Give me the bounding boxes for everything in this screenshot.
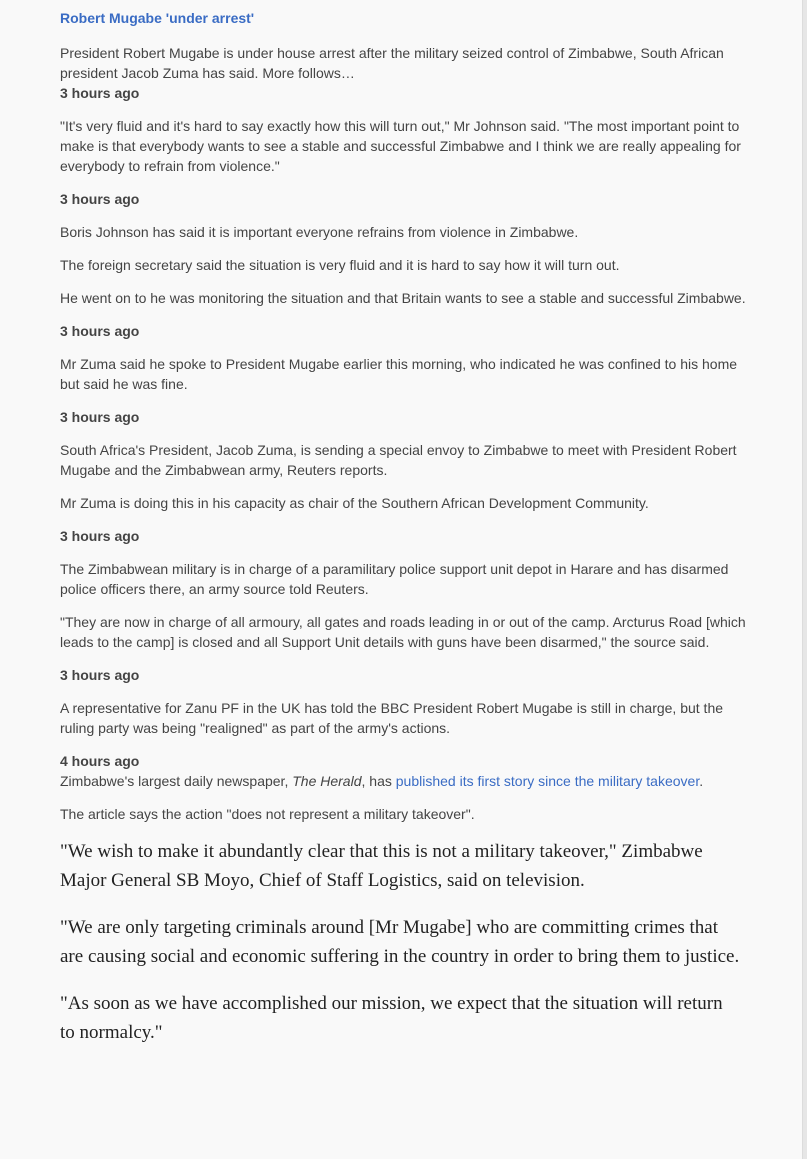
feed-entry	[60, 407, 750, 513]
herald-story-link[interactable]: published its first story since the military takeover	[395, 773, 700, 789]
feed-entry	[60, 321, 750, 394]
entry-text: The article says the action "does not represent a military takeover".	[60, 806, 475, 822]
herald-text-before: Zimbabwe's largest daily newspaper,	[60, 773, 293, 789]
quote-paragraph: "We are only targeting criminals around [Mr Mugabe] who are committing crimes that are causing social and economic suffering in the country in order to bring them to justice.	[60, 917, 740, 967]
feed-entry	[60, 665, 750, 738]
timestamp: 3 hours ago	[60, 323, 140, 339]
headline-link[interactable]: Robert Mugabe 'under arrest'	[60, 10, 255, 26]
timestamp: 3 hours ago	[60, 191, 140, 207]
entry-text: He went on to he was monitoring the situation and that Britain wants to see a stable and successful Zimbabwe.	[60, 290, 746, 306]
timestamp: 3 hours ago	[60, 667, 140, 683]
feed-entry	[60, 526, 750, 652]
timestamp: 4 hours ago	[60, 753, 140, 769]
quote-paragraph: "As soon as we have accomplished our mission, we expect that the situation will return to normalcy."	[60, 993, 723, 1043]
entry-text: Mr Zuma said he spoke to President Mugabe earlier this morning, who indicated he was confined to his home but said he was fine.	[60, 356, 738, 392]
intro-entry	[60, 43, 750, 176]
live-feed	[60, 8, 750, 1065]
entry-text: The Zimbabwean military is in charge of a paramilitary police support unit depot in Harare and has disarmed police officers there, an army source told Reuters.	[60, 561, 729, 597]
entry-text: The foreign secretary said the situation is very fluid and it is hard to say how it will turn out.	[60, 257, 620, 273]
quote-paragraph: "We wish to make it abundantly clear that this is not a military takeover," Zimbabwe Major General SB Moyo, Chief of Staff Logistics, said on television.	[60, 841, 703, 891]
timestamp: 3 hours ago	[60, 409, 140, 425]
timestamp: 3 hours ago	[60, 85, 140, 101]
feed-entry	[60, 751, 750, 824]
feed-entry	[60, 189, 750, 308]
entry-text: A representative for Zanu PF in the UK has told the BBC President Robert Mugabe is still in charge, but the ruling party was being "realigned" as part of the army's actions.	[60, 700, 724, 736]
scrollbar[interactable]	[802, 0, 807, 1159]
herald-text-after: .	[699, 773, 704, 789]
herald-name: The Herald	[292, 773, 362, 789]
entry-text: Mr Zuma is doing this in his capacity as chair of the Southern African Development Community.	[60, 495, 649, 511]
entry-text: Boris Johnson has said it is important everyone refrains from violence in Zimbabwe.	[60, 224, 579, 240]
intro-text: President Robert Mugabe is under house arrest after the military seized control of Zimbabwe, South African president Jacob Zuma has said. More follows…	[60, 45, 724, 81]
herald-text-middle: , has	[361, 773, 396, 789]
herald-text	[60, 771, 750, 791]
entry-text: "It's very fluid and it's hard to say exactly how this will turn out," Mr Johnson said. "The most important point to make is that everybody wants to see a stable and successful Zimbabwe and I think we are really appealing for everybody to refrain from violence."	[60, 118, 741, 174]
timestamp: 3 hours ago	[60, 528, 140, 544]
entry-text: "They are now in charge of all armoury, all gates and roads leading in or out of the camp. Arcturus Road [which leads to the camp] is closed and all Support Unit details with guns have been disarmed," the source said.	[60, 614, 746, 650]
quote-block	[60, 837, 750, 1047]
entry-text: South Africa's President, Jacob Zuma, is sending a special envoy to Zimbabwe to meet with President Robert Mugabe and the Zimbabwean army, Reuters reports.	[60, 442, 737, 478]
